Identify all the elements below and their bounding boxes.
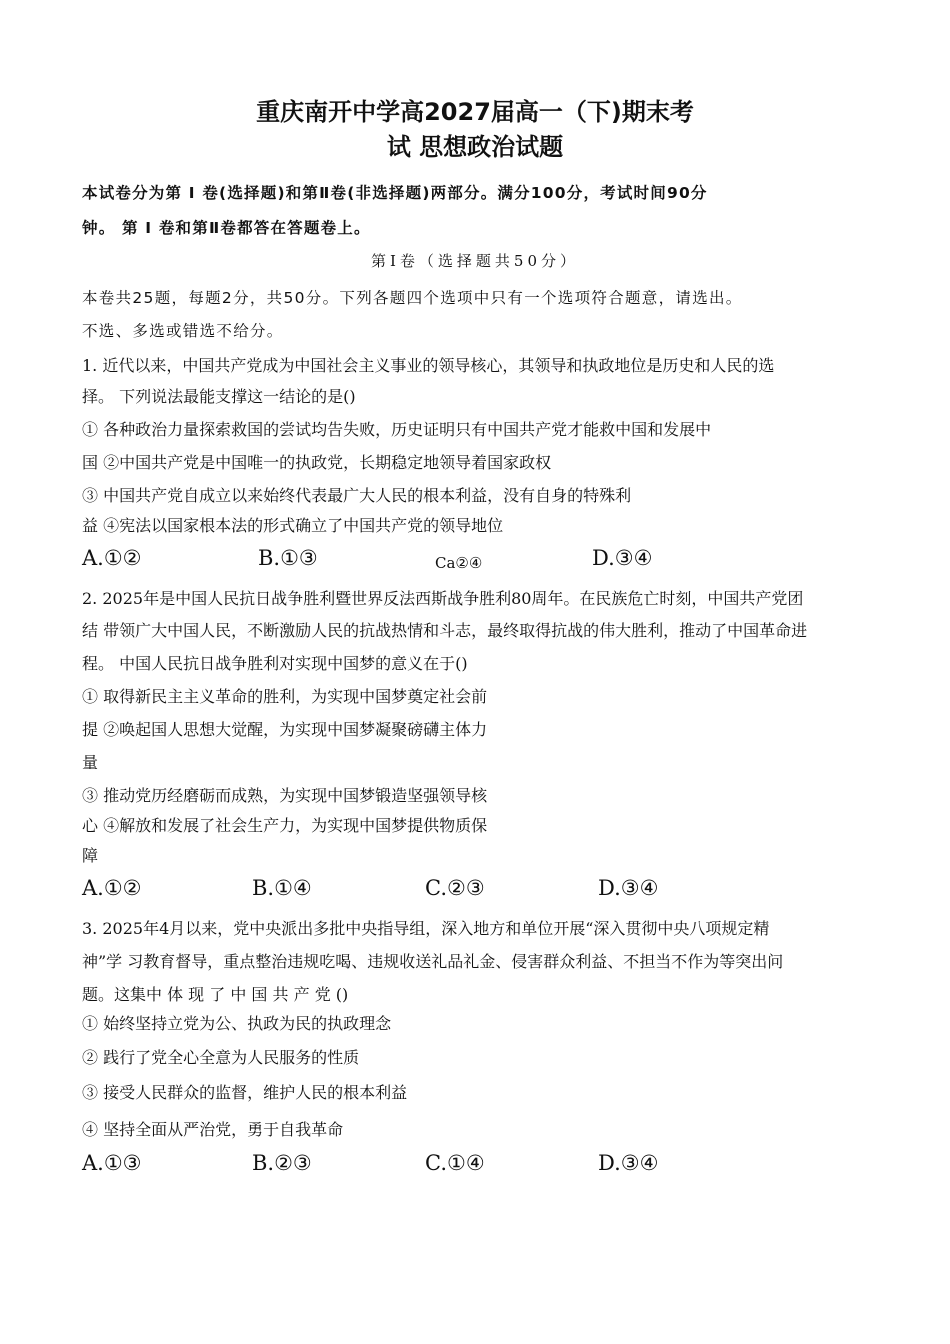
- question-2-statement-line: 心 ④解放和发展了社会生产力，为实现中国梦提供物质保: [82, 816, 488, 835]
- question-1-stem-line: 1. 近代以来，中国共产党成为中国社会主义事业的领导核心，其领导和执政地位是历史和人民的选: [82, 356, 775, 375]
- question-2-statement-line: ① 取得新民主主义革命的胜利，为实现中国梦奠定社会前: [82, 687, 488, 706]
- question-1-option-c[interactable]: Ca②④: [435, 554, 483, 572]
- exam-title-line-2: 试 思想政治试题: [386, 133, 564, 161]
- question-1-statement-line: 益 ④宪法以国家根本法的形式确立了中国共产党的领导地位: [82, 516, 504, 535]
- question-2-statement-line: ③ 推动党历经磨砺而成熟，为实现中国梦锻造坚强领导核: [82, 786, 488, 805]
- question-3-option-d[interactable]: D.③④: [598, 1151, 659, 1175]
- question-2-statement-line: 提 ②唤起国人思想大觉醒，为实现中国梦凝聚磅礴主体力: [82, 720, 488, 739]
- question-1-statement-line: ③ 中国共产党自成立以来始终代表最广大人民的根本利益，没有自身的特殊利: [82, 486, 632, 505]
- exam-instructions-line-2: 钟。 第 I 卷和第Ⅱ卷都答在答题卷上。: [82, 219, 371, 237]
- question-3-statement-line: ④ 坚持全面从严治党，勇于自我革命: [82, 1120, 344, 1139]
- question-3-stem-line: 神”学 习教育督导，重点整治违规吃喝、违规收送礼品礼金、侵害群众利益、不担当不作为等突出问: [82, 952, 784, 971]
- question-3-stem-line: 题。这集中 体 现 了 中 国 共 产 党 (): [82, 985, 349, 1004]
- question-1-option-b[interactable]: B.①③: [258, 546, 318, 570]
- question-3-statement-line: ① 始终坚持立党为公、执政为民的执政理念: [82, 1014, 392, 1033]
- question-1-statement-line: ① 各种政治力量探索救国的尝试均告失败，历史证明只有中国共产党才能救中国和发展中: [82, 420, 712, 439]
- question-1-option-a[interactable]: A.①②: [82, 546, 142, 570]
- question-1-stem-line: 择。 下列说法最能支撑这一结论的是(): [82, 387, 356, 406]
- question-3-options: [82, 1149, 842, 1179]
- question-2-option-b[interactable]: B.①④: [252, 876, 312, 900]
- question-2-options: [82, 874, 842, 904]
- question-2-option-c[interactable]: C.②③: [425, 876, 485, 900]
- question-3-statement-line: ③ 接受人民群众的监督，维护人民的根本利益: [82, 1083, 408, 1102]
- question-2-stem-line: 结 带领广大中国人民，不断激励人民的抗战热情和斗志，最终取得抗战的伟大胜利，推动了中国革命进: [82, 621, 808, 640]
- question-3-option-b[interactable]: B.②③: [252, 1151, 312, 1175]
- question-3-statement-line: ② 践行了党全心全意为人民服务的性质: [82, 1048, 360, 1067]
- question-2-stem-line: 2. 2025年是中国人民抗日战争胜利暨世界反法西斯战争胜利80周年。在民族危亡时刻，中国共产党团: [82, 589, 804, 608]
- question-2-statement-line: 量: [82, 753, 99, 772]
- exam-instructions-line-1: 本试卷分为第 I 卷(选择题)和第Ⅱ卷(非选择题)两部分。满分100分，考试时间90分: [82, 184, 708, 202]
- question-3-stem-line: 3. 2025年4月以来，党中央派出多批中央指导组，深入地方和单位开展“深入贯彻中央八项规定精: [82, 919, 770, 938]
- question-2-stem-line: 程。 中国人民抗日战争胜利对实现中国梦的意义在于(): [82, 654, 468, 673]
- exam-title-line-1: 重庆南开中学高2027届高一（下)期末考: [256, 98, 694, 126]
- question-3-option-c[interactable]: C.①④: [425, 1151, 485, 1175]
- section-note-line-1: 本卷共25题，每题2分，共50分。下列各题四个选项中只有一个选项符合题意，请选出。: [82, 289, 743, 307]
- question-1-option-d[interactable]: D.③④: [592, 546, 653, 570]
- question-2-option-a[interactable]: A.①②: [82, 876, 142, 900]
- question-3-option-a[interactable]: A.①③: [82, 1151, 142, 1175]
- section-note-line-2: 不选、多选或错选不给分。: [82, 322, 284, 340]
- question-1-statement-line: 国 ②中国共产党是中国唯一的执政党，长期稳定地领导着国家政权: [82, 453, 552, 472]
- section-heading: 第Ⅰ卷（选择题共50分）: [370, 252, 579, 270]
- question-1-options: [82, 544, 842, 574]
- question-2-option-d[interactable]: D.③④: [598, 876, 659, 900]
- question-2-statement-line: 障: [82, 846, 99, 865]
